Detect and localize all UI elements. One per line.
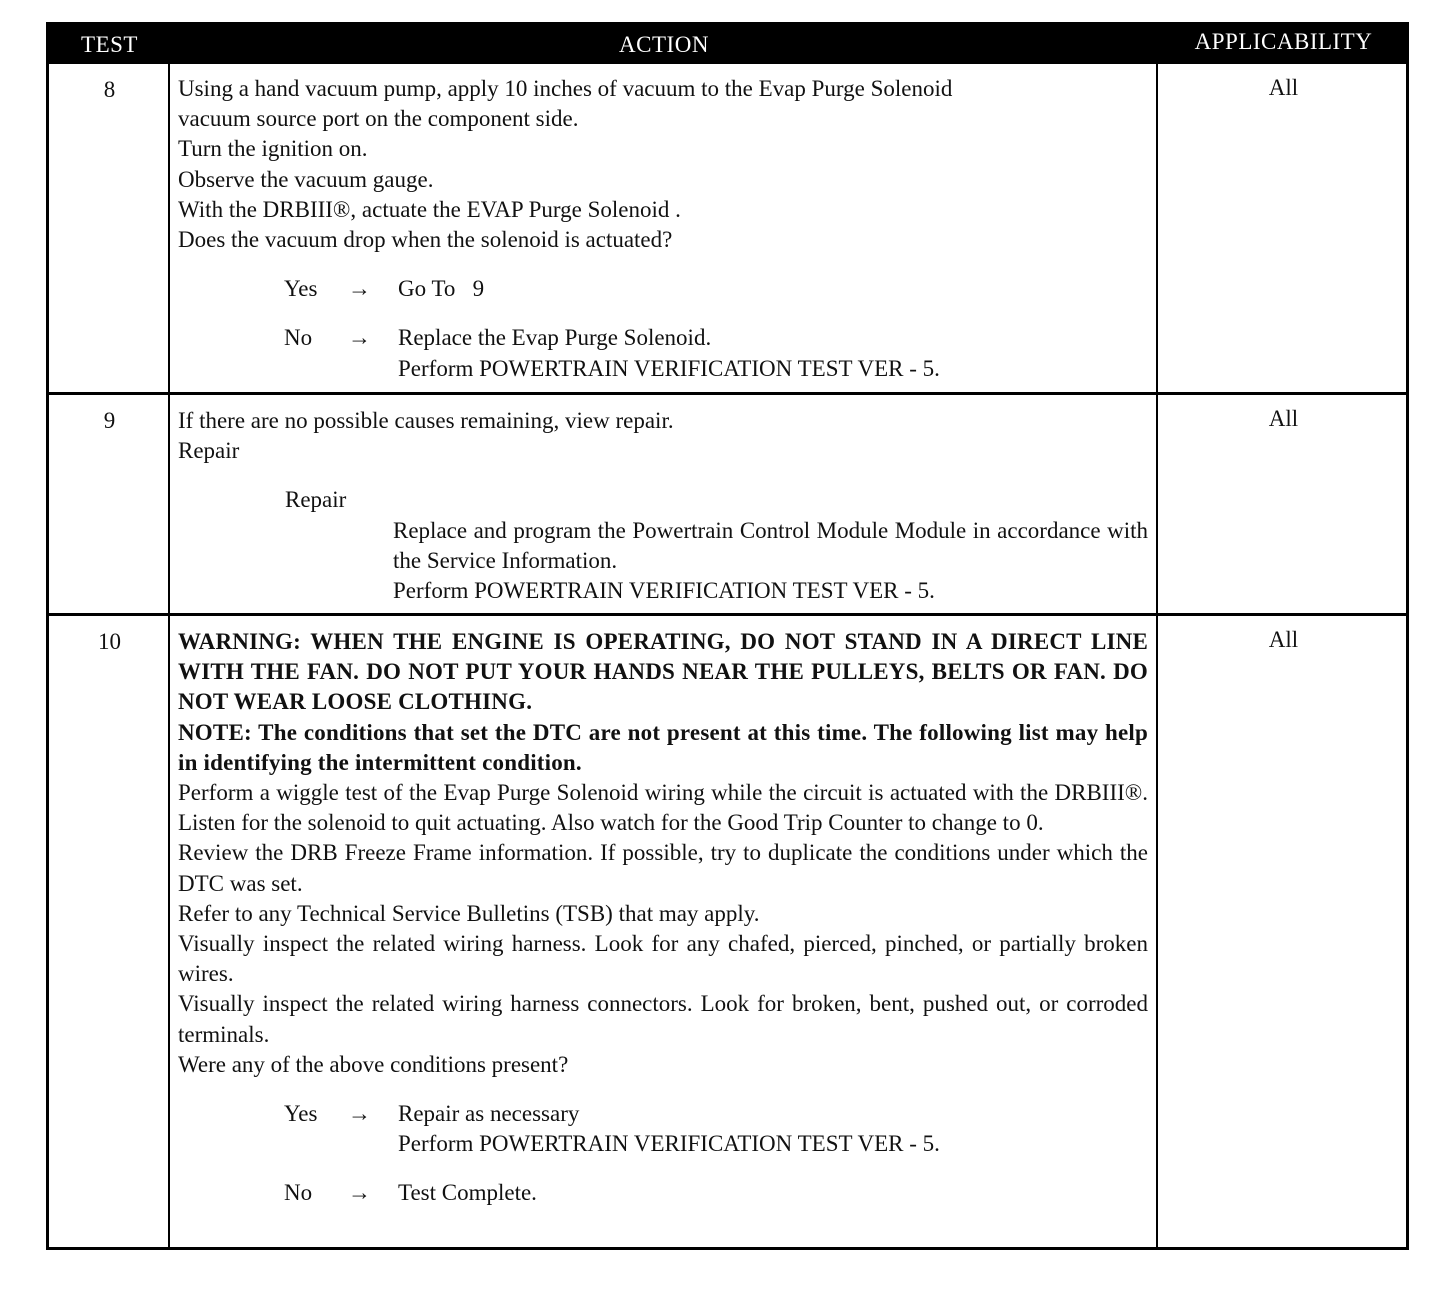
no-text: Test Complete. [398,1180,537,1206]
action-line: Does the vacuum drop when the solenoid is actuated? [178,227,673,253]
no-label: No [284,325,313,351]
action-paragraph: Review the DRB Freeze Frame information. If possible, try to duplicate the conditions under which the DTC was set. [178,840,1148,896]
action-line: If there are no possible causes remaining, view repair. [178,408,674,433]
repair-label: Repair [285,487,347,513]
yes-text: Go To 9 [398,276,485,302]
action-text [178,627,1148,1209]
no-text: Replace the Evap Purge Solenoid. [398,325,712,351]
no-outcome [178,323,1148,383]
applicability-value: All [1268,627,1299,652]
test-number: 10 [98,629,121,654]
action-line: Using a hand vacuum pump, apply 10 inches of vacuum to the Evap Purge Solenoid [178,76,953,101]
diagnostic-table [46,22,1409,1250]
note-text: NOTE: The conditions that set the DTC are not present at this time. The following list may help in identifying the intermittent condition. [178,719,1148,775]
action-paragraph: Were any of the above conditions present? [178,1051,569,1077]
action-paragraph: Visually inspect the related wiring harness. Look for any chafed, pierced, pinched, or partially broken wires. [178,931,1148,987]
table-header [49,25,1406,64]
yes-label: Yes [284,1101,318,1127]
no-text: Perform POWERTRAIN VERIFICATION TEST VER - 5. [398,355,940,381]
action-line: Observe the vacuum gauge. [178,166,434,192]
no-label: No [284,1180,313,1206]
test-number: 8 [103,77,116,102]
action-paragraph: Visually inspect the related wiring harness connectors. Look for broken, bent, pushed out, or corroded terminals. [178,991,1148,1047]
arrow-right-icon: → [348,1101,371,1127]
repair-text: Perform POWERTRAIN VERIFICATION TEST VER - 5. [393,578,935,604]
warning-text: WARNING: WHEN THE ENGINE IS OPERATING, DO NOT STAND IN A DIRECT LINE WITH THE FAN. DO NOT PUT YOUR HANDS NEAR THE PULLEYS, BELTS OR FAN. DO NOT WEAR LOOSE CLOTHING. [178,629,1148,715]
action-text [178,74,1148,384]
yes-outcome [178,1099,1148,1159]
action-line: Repair [178,438,240,464]
arrow-right-icon: → [348,325,371,351]
test-number: 9 [103,408,116,433]
applicability-value: All [1268,75,1299,100]
repair-text: Replace and program the Powertrain Control Module Module in accordance with the Service Information. [393,517,1148,573]
action-paragraph: Refer to any Technical Service Bulletins (TSB) that may apply. [178,900,760,926]
header-applicability: APPLICABILITY [1194,29,1373,54]
header-test: TEST [81,32,138,57]
action-line: With the DRBIII®, actuate the EVAP Purge Solenoid . [178,196,681,222]
yes-outcome [178,274,1148,304]
action-line: vacuum source port on the component side. [178,106,579,132]
table-row [49,616,1406,1250]
table-row [49,395,1406,613]
action-paragraph: Perform a wiggle test of the Evap Purge Solenoid wiring while the circuit is actuated with the DRBIII®. Listen for the solenoid to quit actuating. Also watch for the Good Trip Counter to change to 0. [178,780,1148,836]
action-line: Turn the ignition on. [178,136,368,162]
yes-label: Yes [284,276,318,302]
applicability-value: All [1268,406,1299,431]
no-outcome [178,1178,1148,1208]
arrow-right-icon: → [348,1180,371,1206]
action-text [178,406,1148,606]
yes-text: Repair as necessary [398,1101,580,1127]
yes-text: Perform POWERTRAIN VERIFICATION TEST VER - 5. [398,1131,940,1157]
header-action: ACTION [619,32,709,57]
table-row [49,64,1406,392]
arrow-right-icon: → [348,276,371,302]
